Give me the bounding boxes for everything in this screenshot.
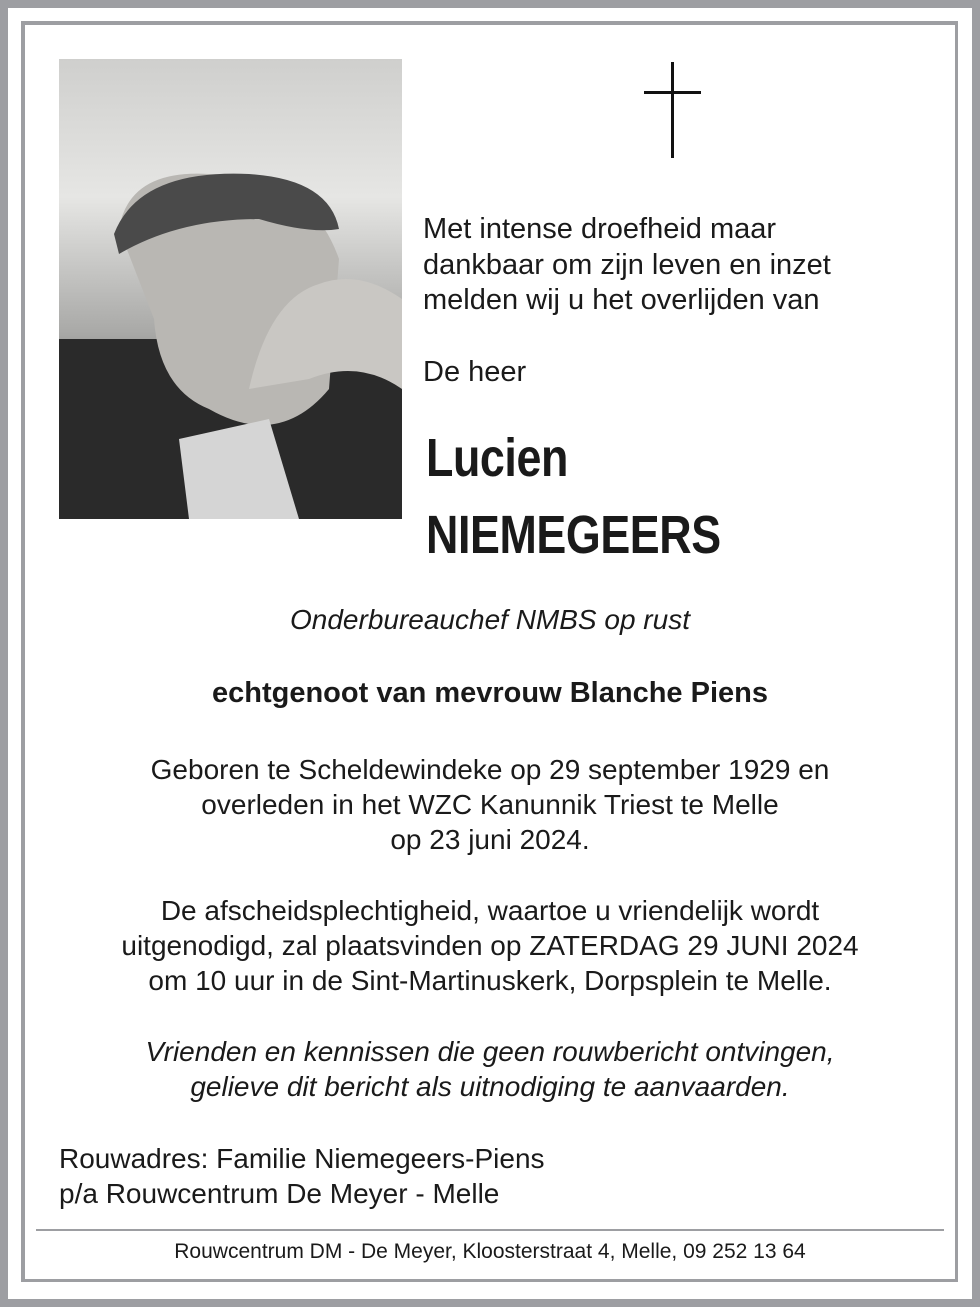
text-line: Geboren te Scheldewindeke op 29 september 1929 en: [150, 754, 830, 785]
occupation: Onderbureauchef NMBS op rust: [290, 604, 690, 635]
deceased-name: [426, 420, 721, 574]
text-line: p/a Rouwcentrum De Meyer - Melle: [59, 1178, 500, 1209]
last-name: NIEMEGEERS: [426, 505, 721, 565]
text-line: gelieve dit bericht als uitnodiging te aanvaarden.: [190, 1071, 790, 1102]
text-line: overleden in het WZC Kanunnik Triest te Melle: [201, 789, 779, 820]
intro-line: melden wij u het overlijden van: [423, 284, 820, 316]
text-line: Vrienden en kennissen die geen rouwbericht ontvingen,: [145, 1036, 835, 1067]
funeral-home-footer: Rouwcentrum DM - De Meyer, Kloosterstraat 4, Melle, 09 252 13 64: [174, 1240, 806, 1263]
cross-icon: [644, 62, 701, 158]
salutation: De heer: [423, 356, 527, 388]
ceremony-text: [25, 893, 955, 998]
text-line: uitgenodigd, zal plaatsvinden op ZATERDAG 29 JUNI 2024: [121, 930, 859, 961]
intro-line: dankbaar om zijn leven en inzet: [423, 248, 831, 281]
invitation-text: [25, 1034, 955, 1104]
portrait-illustration: [59, 59, 402, 519]
first-name: Lucien: [426, 428, 568, 488]
intro-line: Met intense droefheid maar: [423, 213, 777, 245]
text-line: om 10 uur in de Sint-Martinuskerk, Dorpsplein te Melle.: [148, 965, 832, 996]
text-line: Rouwadres: Familie Niemegeers-Piens: [59, 1143, 545, 1174]
birth-death-text: [25, 752, 955, 857]
text-line: op 23 juni 2024.: [390, 824, 590, 855]
divider: [36, 1229, 944, 1231]
spouse: echtgenoot van mevrouw Blanche Piens: [212, 677, 768, 709]
portrait-photo: [59, 59, 402, 519]
mourning-address: [59, 1141, 545, 1211]
text-line: De afscheidsplechtigheid, waartoe u vriendelijk wordt: [160, 895, 820, 926]
intro-text: [423, 212, 831, 319]
